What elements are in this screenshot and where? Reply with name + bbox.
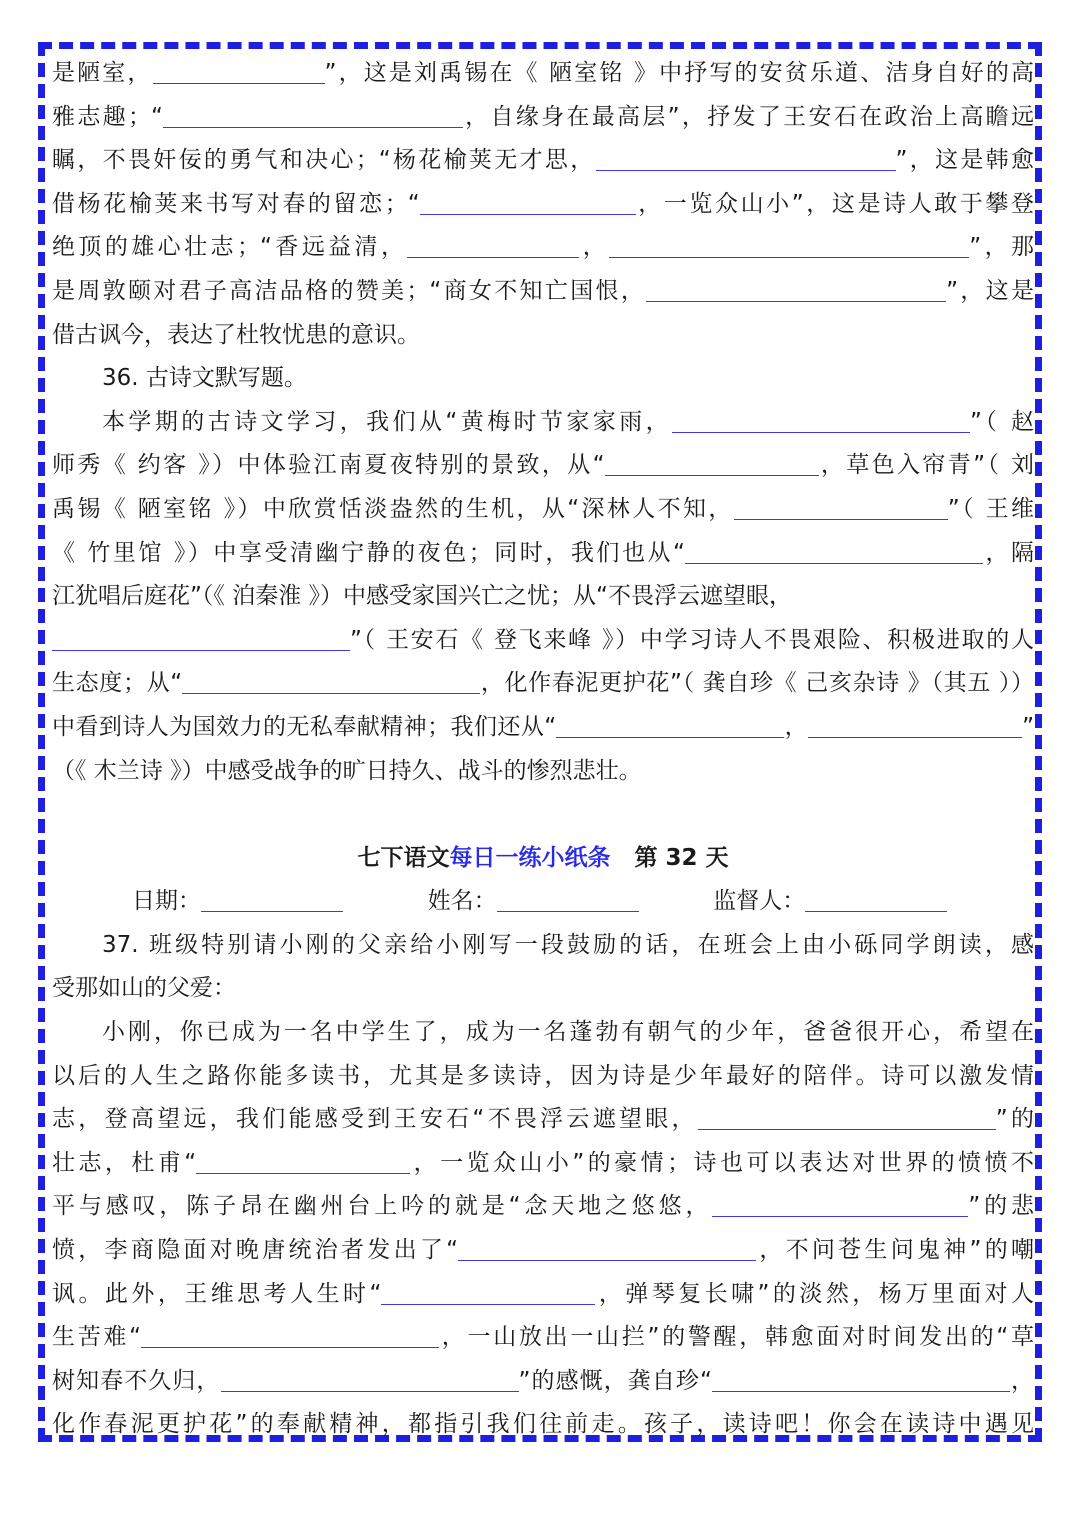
text-line: 江犹唱后庭花”（《 泊秦淮 》）中感受家国兴亡之忧；从“不畏浮云遮望眼，: [52, 583, 792, 610]
answer-blank[interactable]: [646, 275, 946, 302]
text-line: 以后的人生之路你能多读书，尤其是多读诗，因为诗是少年最好的陪伴。诗可以激发情: [52, 1062, 1034, 1089]
text-line: 是周敦颐对君子高洁品格的赞美；“商女不知亡国恨， ”，这是: [52, 270, 1034, 314]
question-37: 37. 班级特别请小刚的父亲给小刚写一段鼓励的话，在班会上由小砾同学朗读，感: [102, 931, 1034, 958]
text-line: 生态度；从“ ，化作春泥更护花”（ 龚自珍《 己亥杂诗 》（其五 ））: [52, 662, 1034, 706]
text-line: 《 竹里馆 》）中享受清幽宁静的夜色；同时，我们也从“ ，隔: [52, 532, 1034, 576]
answer-blank[interactable]: [556, 711, 784, 738]
text-line: 是陋室， ”，这是刘禹锡在《 陋室铭 》中抒写的安贫乐道、洁身自好的高: [52, 52, 1034, 96]
answer-blank[interactable]: [381, 1278, 595, 1305]
date-label: 日期：: [132, 888, 201, 915]
answer-blank[interactable]: [153, 57, 325, 84]
name-label: 姓名：: [427, 888, 497, 915]
text-line: ”（ 王安石《 登飞来峰 》）中学习诗人不畏艰险、积极进取的人: [52, 619, 1034, 663]
answer-blank[interactable]: [605, 449, 819, 476]
answer-blank[interactable]: [52, 624, 350, 651]
text-line: 本学期的古诗文学习，我们从“黄梅时节家家雨， ”（ 赵: [52, 401, 1034, 445]
answer-blank[interactable]: [458, 1234, 756, 1261]
text-line: 中看到诗人为国效力的无私奉献精神；我们还从“ ， ”: [52, 706, 1034, 750]
text-line: 瞩，不畏奸佞的勇气和决心；“杨花榆荚无才思， ”，这是韩愈: [52, 139, 1034, 183]
supervisor-field[interactable]: [805, 885, 947, 912]
date-field[interactable]: [201, 885, 343, 912]
answer-blank[interactable]: [196, 1147, 410, 1174]
text-line: （《 木兰诗 》）中感受战争的旷日持久、战斗的惨烈悲壮。: [52, 757, 642, 784]
answer-blank[interactable]: [685, 537, 983, 564]
answer-blank[interactable]: [609, 231, 969, 258]
meta-row: [52, 880, 1034, 924]
text-line: 师秀《 约客 》）中体验江南夏夜特别的景致，从“ ，草色入帘青”（ 刘: [52, 444, 1034, 488]
answer-blank[interactable]: [182, 667, 480, 694]
answer-blank[interactable]: [672, 406, 970, 433]
answer-blank[interactable]: [712, 1365, 1010, 1392]
text-line: 生苦难“ ，一山放出一山拦”的警醒，韩愈面对时间发出的“草: [52, 1316, 1034, 1360]
answer-blank[interactable]: [163, 101, 463, 128]
text-line: 受那如山的父爱：: [52, 975, 236, 1002]
text-line: 借古讽今，表达了杜牧忧患的意识。: [52, 321, 420, 348]
answer-blank[interactable]: [712, 1190, 968, 1217]
supervisor-label: 监督人：: [713, 888, 806, 915]
answer-blank[interactable]: [407, 231, 579, 258]
text-line: 讽。此外，王维思考人生时“ ，弹琴复长啸”的淡然，杨万里面对人: [52, 1273, 1034, 1317]
spacer: [52, 793, 1034, 837]
text-line: 化作春泥更护花”的奉献精神，都指引我们往前走。孩子，读诗吧！你会在读诗中遇见: [52, 1411, 1034, 1438]
answer-blank[interactable]: [596, 144, 896, 171]
text-line: 绝顶的雄心壮志；“香远益清， ， ”，那: [52, 226, 1034, 270]
answer-blank[interactable]: [141, 1321, 439, 1348]
text-line: 愤，李商隐面对晚唐统治者发出了“ ，不问苍生问鬼神”的嘲: [52, 1229, 1034, 1273]
answer-blank[interactable]: [221, 1365, 519, 1392]
text-line: 树知春不久归， ”的感慨，龚自珍“ ，: [52, 1360, 1034, 1404]
worksheet: [52, 52, 1034, 1447]
text-line: 禹锡《 陋室铭 》）中欣赏恬淡盎然的生机，从“深林人不知， ”（ 王维: [52, 488, 1034, 532]
text-line: 小刚，你已成为一名中学生了，成为一名蓬勃有朝气的少年，爸爸很开心，希望在: [102, 1019, 1034, 1046]
text-line: 雅志趣；“ ，自缘身在最高层”，抒发了王安石在政治上高瞻远: [52, 96, 1034, 140]
text-line: 借杨花榆荚来书写对春的留恋；“ ，一览众山小”，这是诗人敢于攀登: [52, 183, 1034, 227]
answer-blank[interactable]: [808, 711, 1022, 738]
answer-blank[interactable]: [734, 493, 948, 520]
answer-blank[interactable]: [698, 1103, 996, 1130]
text-line: 志，登高望远，我们能感受到王安石“不畏浮云遮望眼， ”的: [52, 1098, 1034, 1142]
answer-blank[interactable]: [420, 188, 636, 215]
text-line: 壮志，杜甫“ ，一览众山小”的豪情；诗也可以表达对世界的愤愤不: [52, 1142, 1034, 1186]
text-line: 平与感叹，陈子昂在幽州台上吟的就是“念天地之悠悠， ”的悲: [52, 1185, 1034, 1229]
page-title: 七下语文每日一练小纸条 第 32 天: [357, 844, 729, 871]
name-field[interactable]: [497, 885, 639, 912]
question-number-36: 36. 古诗文默写题。: [102, 365, 307, 392]
